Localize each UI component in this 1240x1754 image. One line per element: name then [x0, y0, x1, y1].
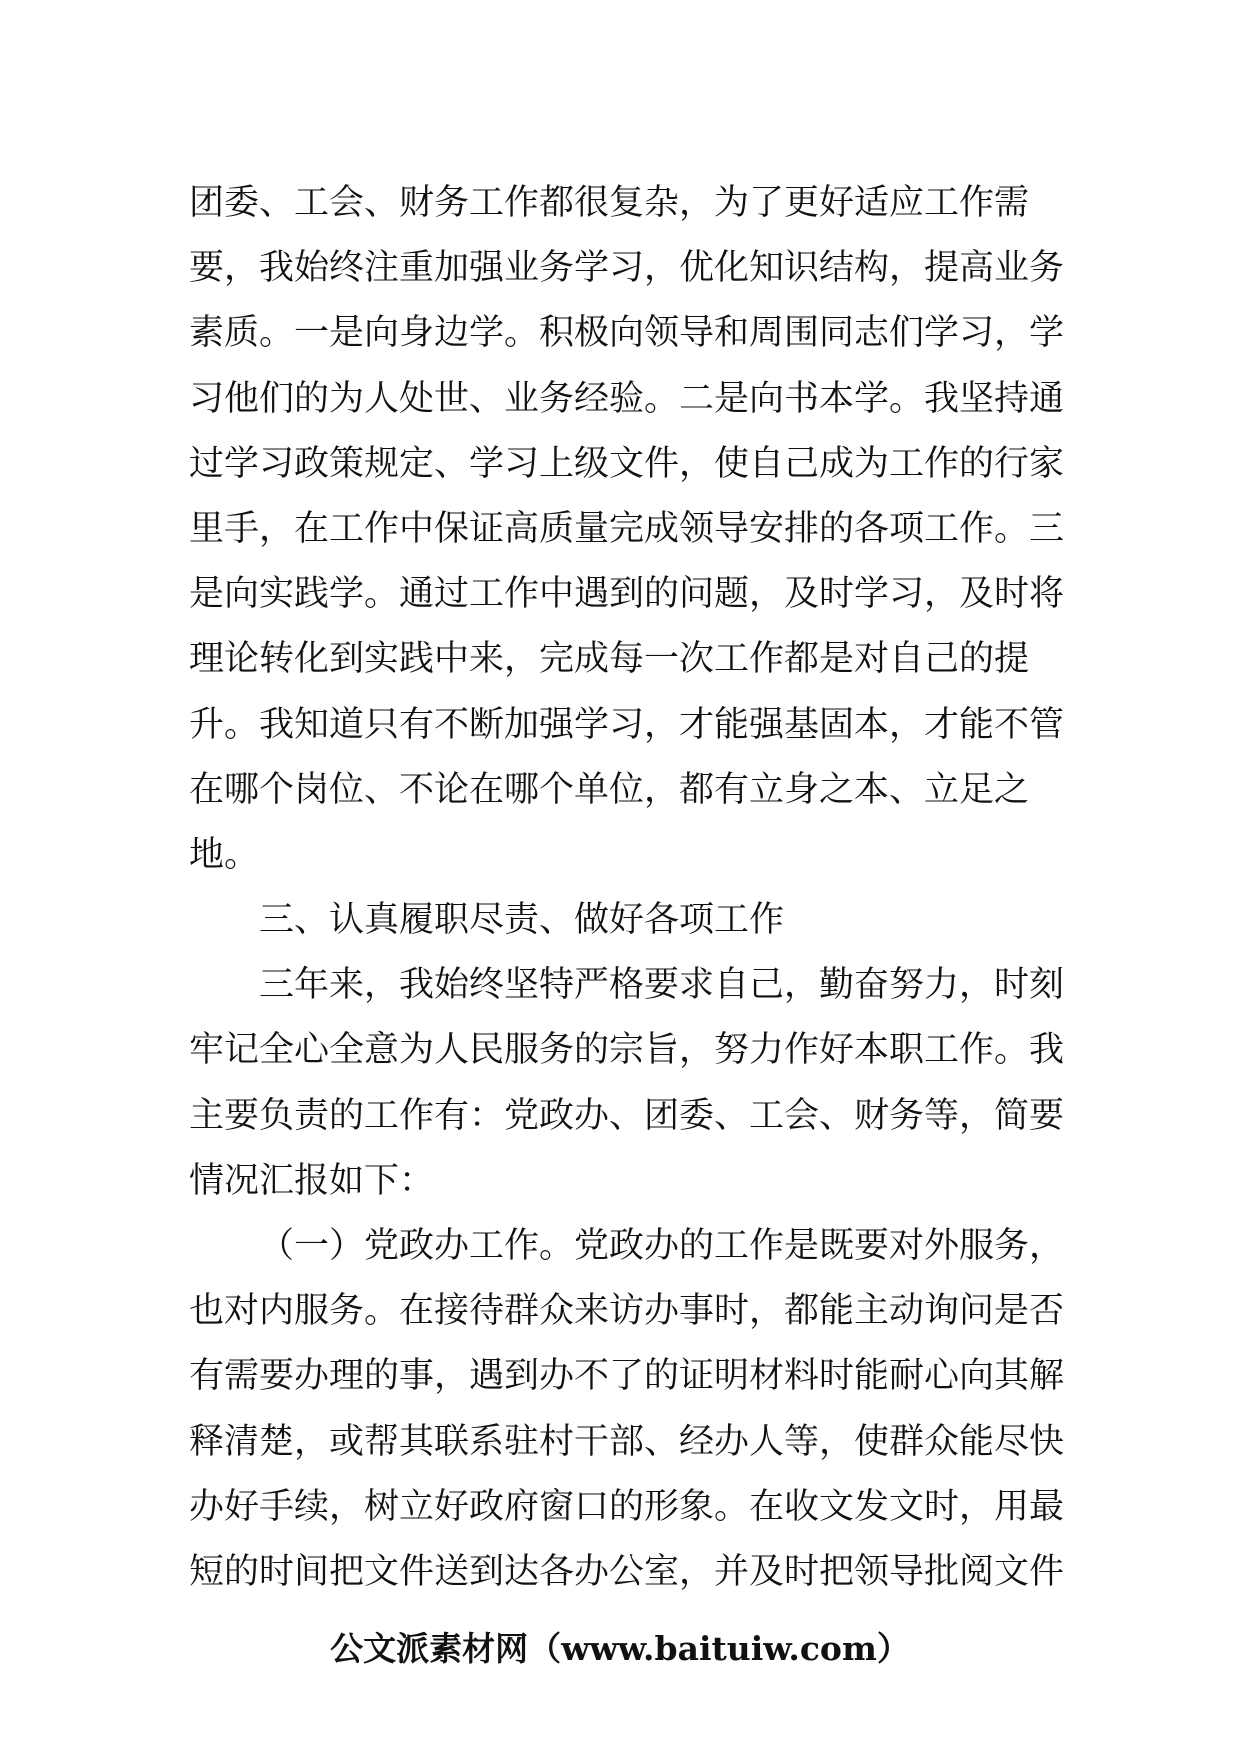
text-line: 升。我知道只有不断加强学习，才能强基固本，才能不管	[189, 704, 1064, 745]
section-heading: 三、认真履职尽责、做好各项工作	[259, 900, 785, 941]
text-line: 团委、工会、财务工作都很复杂，为了更好适应工作需	[189, 183, 1030, 223]
text-line: 三年来，我始终坚特严格要求自己，勤奋努力，时刻	[259, 965, 1064, 1006]
text-line: 过学习政策规定、学习上级文件，使自己成为工作的行家	[189, 443, 1064, 484]
text-line: 理论转化到实践中来，完成每一次工作都是对自己的提	[189, 639, 1030, 680]
text-line: 释清楚，或帮其联系驻村干部、经办人等，使群众能尽快	[189, 1421, 1064, 1462]
footer-watermark: 公文派素材网（www.baituiw.com）	[330, 1629, 910, 1668]
text-line: 是向实践学。通过工作中遇到的问题，及时学习，及时将	[189, 574, 1064, 615]
document-body	[189, 171, 1064, 1605]
text-line: 短的时间把文件送到达各办公室，并及时把领导批阅文件	[189, 1551, 1064, 1592]
text-line: 办好手续，树立好政府窗口的形象。在收文发文时，用最	[189, 1486, 1064, 1527]
text-line: 里手，在工作中保证高质量完成领导安排的各项工作。三	[189, 508, 1064, 549]
text-line: 地。	[189, 834, 260, 875]
text-line: 在哪个岗位、不论在哪个单位，都有立身之本、立足之	[189, 769, 1030, 810]
text-line: 情况汇报如下：	[189, 1160, 435, 1201]
text-line: 主要负责的工作有：党政办、团委、工会、财务等，简要	[189, 1095, 1064, 1136]
text-line: 要，我始终注重加强业务学习，优化知识结构，提高业务	[189, 248, 1064, 289]
text-line: 素质。一是向身边学。积极向领导和周围同志们学习，学	[189, 313, 1064, 354]
text-line: 习他们的为人处世、业务经验。二是向书本学。我坚持通	[189, 378, 1064, 419]
text-line: 牢记全心全意为人民服务的宗旨，努力作好本职工作。我	[189, 1030, 1064, 1071]
text-line: 有需要办理的事，遇到办不了的证明材料时能耐心向其解	[189, 1356, 1064, 1397]
text-line: 也对内服务。在接待群众来访办事时，都能主动询问是否	[189, 1291, 1064, 1332]
text-line: （一）党政办工作。党政办的工作是既要对外服务，	[259, 1226, 1064, 1266]
